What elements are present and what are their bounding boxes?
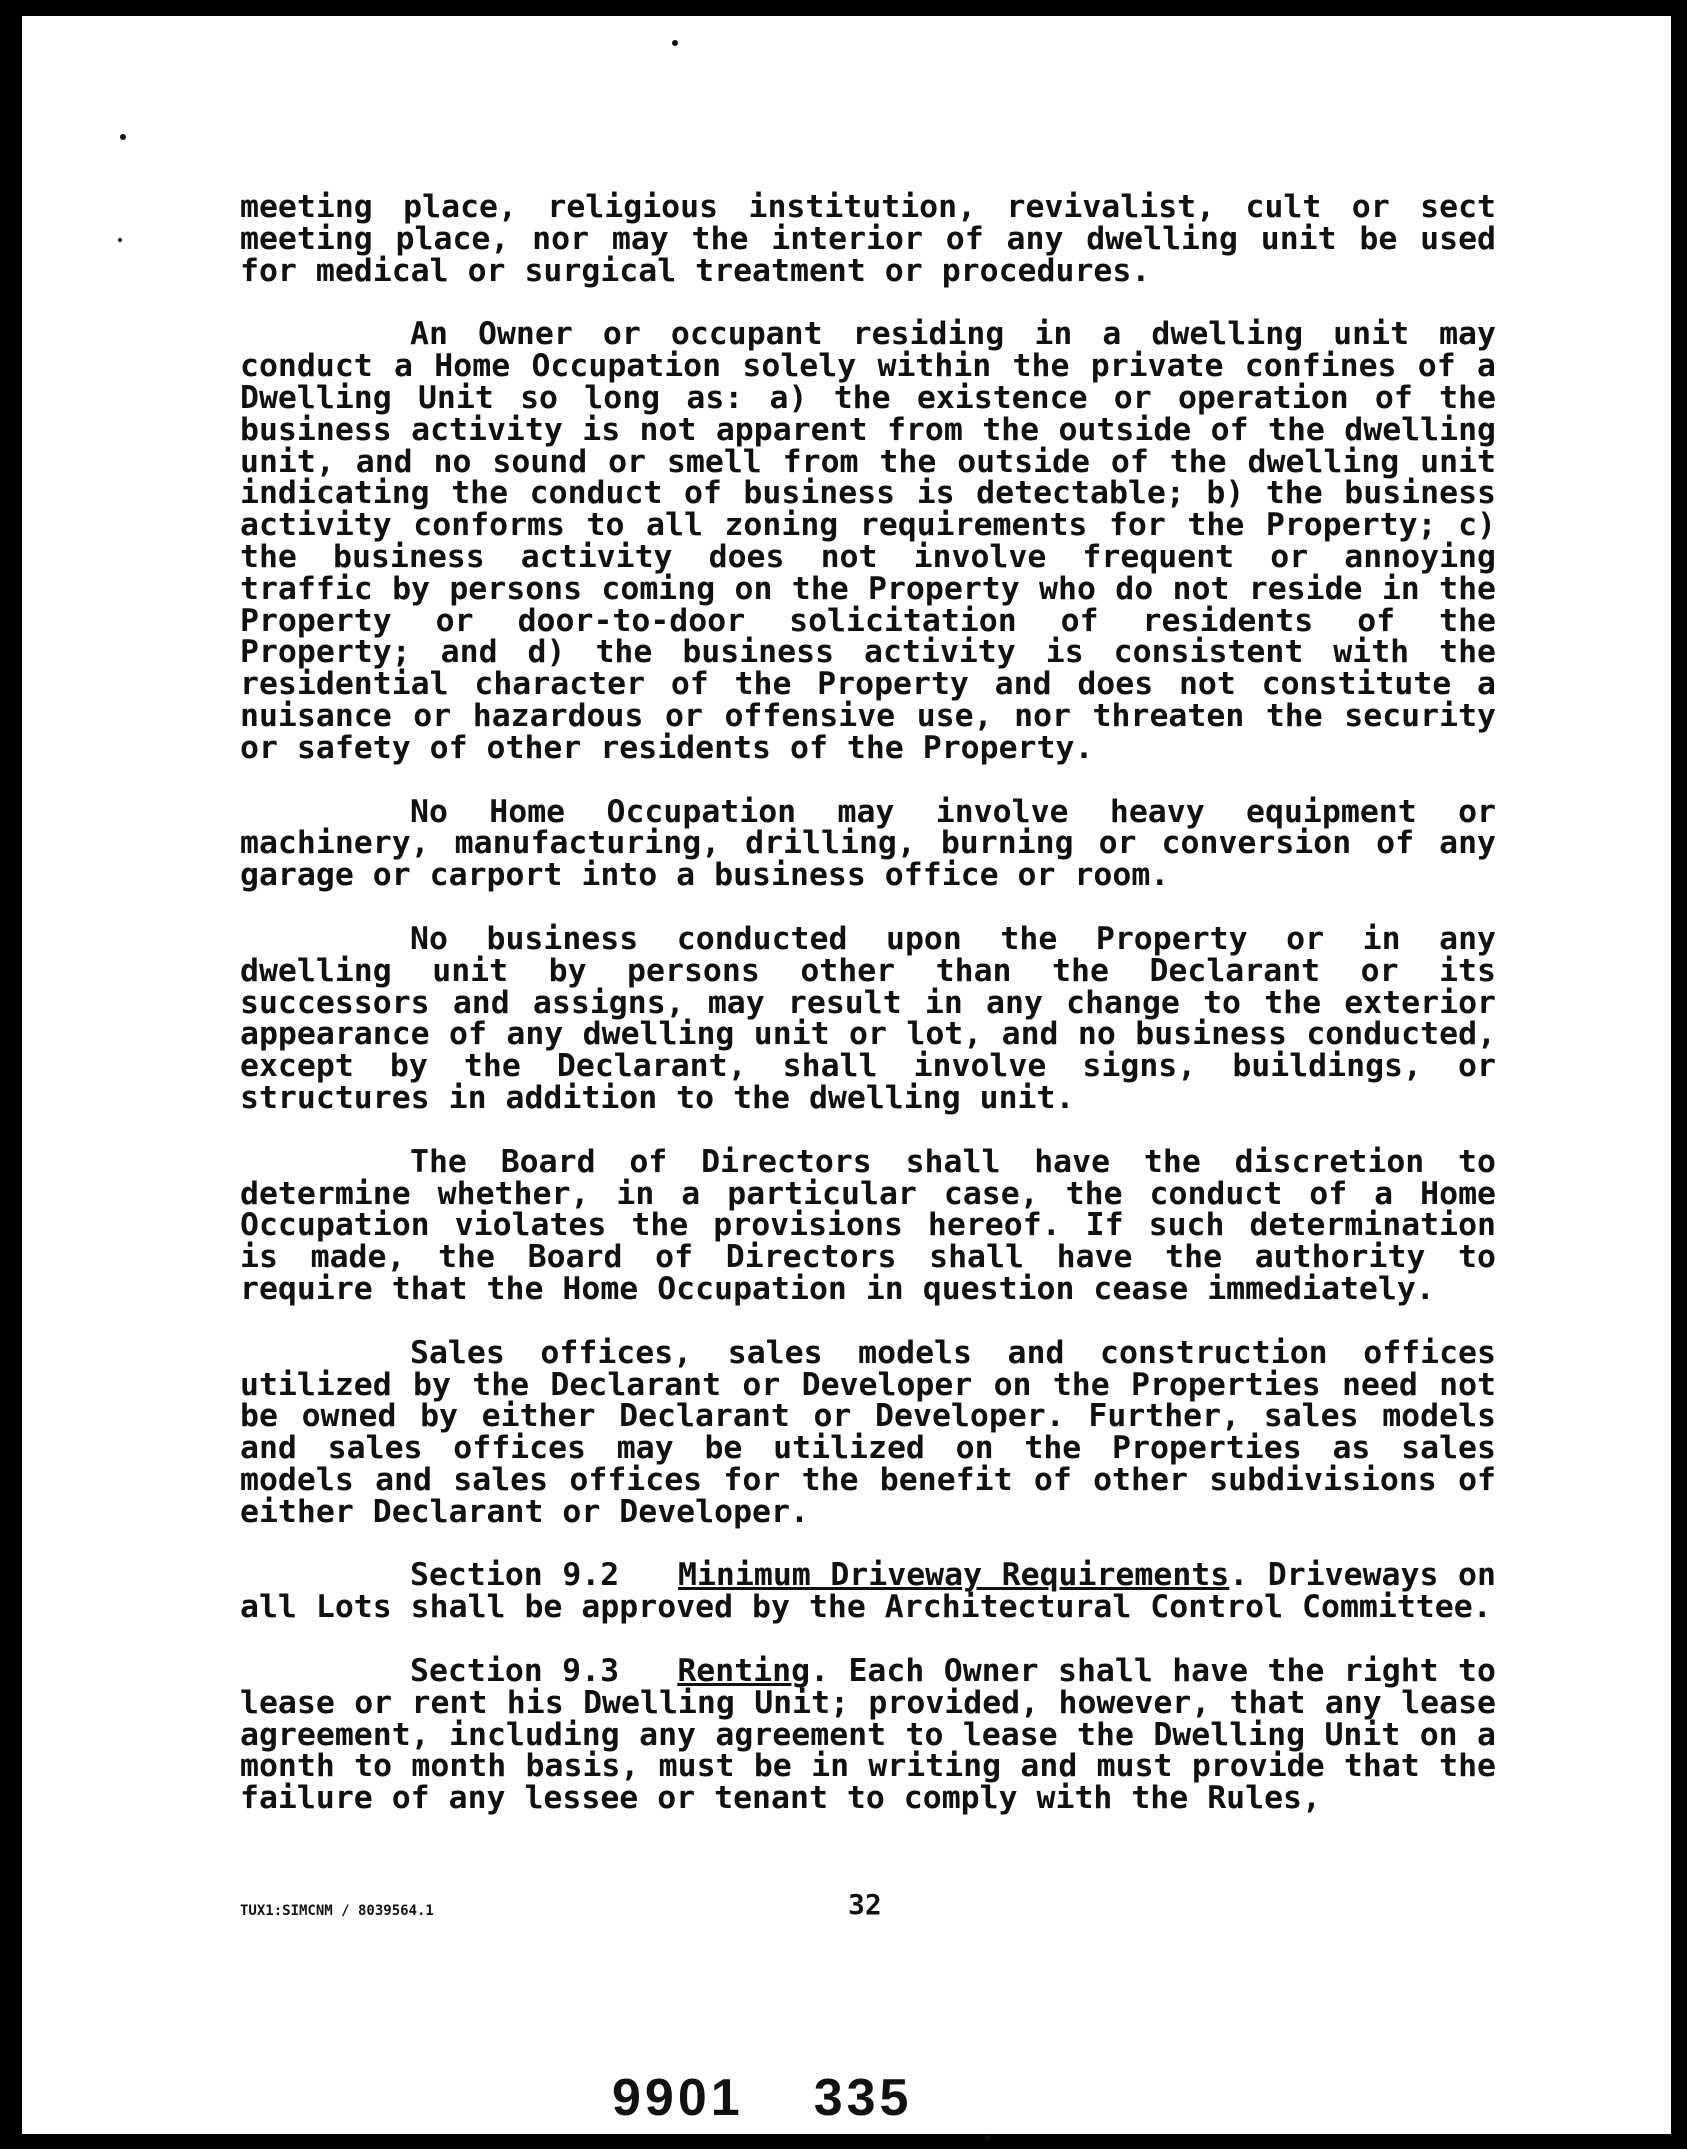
document-code: TUX1:SIMCNM / 8039564.1 xyxy=(240,1903,434,1919)
document-body xyxy=(240,189,1496,1847)
paragraph-3: No Home Occupation may involve heavy equipment or machinery, manufacturing, drilling, burning or conversion of any garage or carport into a business office or room. xyxy=(240,793,1496,894)
section-9-3 xyxy=(240,1653,1496,1817)
scan-speck xyxy=(118,238,122,242)
paragraph-1: meeting place, religious institution, revivalist, cult or sect meeting place, nor may the interior of any dwelling unit be used for medical or surgical treatment or procedures. xyxy=(240,189,1496,289)
paragraph-4: No business conducted upon the Property or in any dwelling unit by persons other than the Declarant or its successors and assigns, may result in any change to the exterior appearance of any dwelling unit or lot, and no business conducted, except by the Declarant, shall involve signs, buildings, or structures in addition to the dwelling unit. xyxy=(240,920,1496,1116)
section-text: . Each Owner shall have the right to lease or rent his Dwelling Unit; provided, however, that any lease agreement, including any agreement to lease the Dwelling Unit on a month to month basis, must be in writing and must provide that the failure of any lessee or tenant to comply with the Rules, xyxy=(240,1653,1496,1817)
section-9-2 xyxy=(240,1557,1496,1626)
scan-speck xyxy=(985,2135,990,2140)
scan-speck xyxy=(672,40,678,46)
section-title: Minimum Driveway Requirements xyxy=(678,1557,1230,1594)
section-title: Renting xyxy=(677,1653,811,1690)
stamp-page-number: 335 xyxy=(813,2069,913,2127)
record-stamp xyxy=(612,2068,912,2128)
section-number: Section 9.3 xyxy=(410,1653,620,1690)
stamp-book-number: 9901 xyxy=(612,2069,744,2127)
paragraph-2: An Owner or occupant residing in a dwelling unit may conduct a Home Occupation solely within the private confines of a Dwelling Unit so long as: a) the existence or operation of the business activity is not apparent from the outside of the dwelling unit, and no sound or smell from the outside of the dwelling unit indicating the conduct of business is detectable; b) the business activity conforms to all zoning requirements for the Property; c) the business activity does not involve frequent or annoying traffic by persons coming on the Property who do not reside in the Property or door-to-door solicitation of residents of the Property; and d) the business activity is consistent with the residential character of the Property and does not constitute a nuisance or hazardous or offensive use, nor threaten the security or safety of other residents of the Property. xyxy=(240,316,1496,766)
page-number: 32 xyxy=(848,1888,882,1921)
scan-speck xyxy=(120,134,126,140)
paragraph-5: The Board of Directors shall have the discretion to determine whether, in a particular case, the conduct of a Home Occupation violates the provisions hereof. If such determination is made, the Board of Directors shall have the authority to require that the Home Occupation in question cease immediately. xyxy=(240,1143,1496,1307)
paragraph-6: Sales offices, sales models and construction offices utilized by the Declarant or Developer on the Properties need not be owned by either Declarant or Developer. Further, sales models and sales offices may be utilized on the Properties as sales models and sales offices for the benefit of other subdivisions of either Declarant or Developer. xyxy=(240,1334,1496,1530)
section-text: . Driveways on all Lots shall be approved by the Architectural Control Committee. xyxy=(240,1557,1496,1626)
section-number: Section 9.2 xyxy=(410,1557,620,1594)
